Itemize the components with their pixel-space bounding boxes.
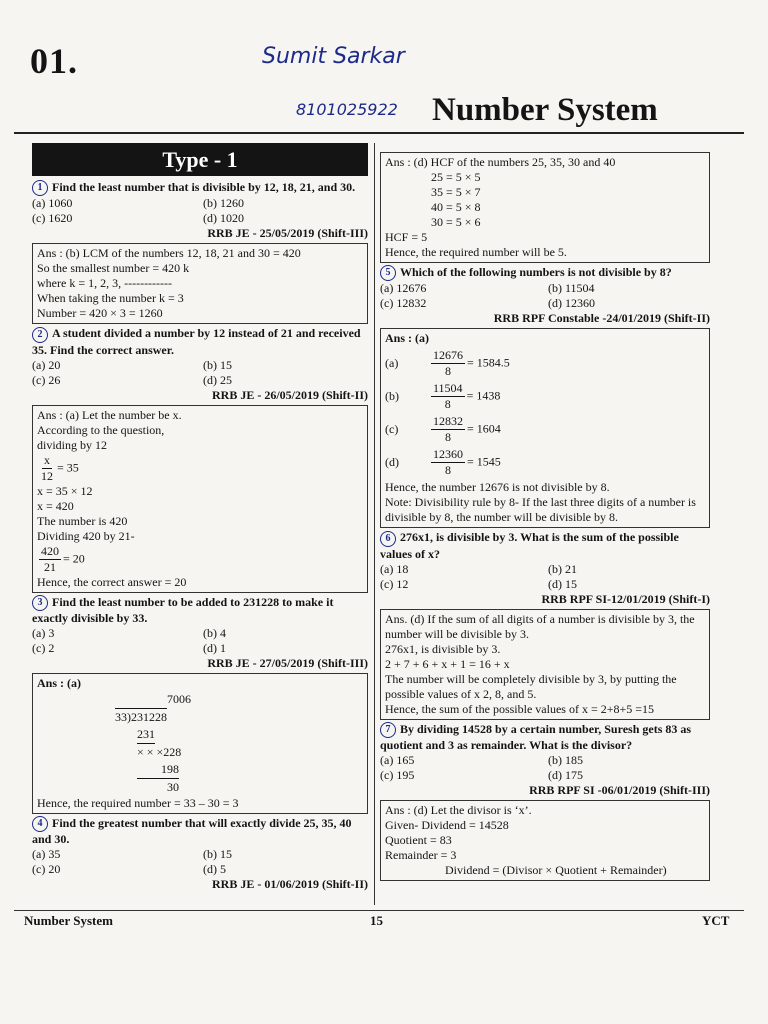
answer-line: where k = 1, 2, 3, ------------ (37, 276, 173, 291)
answer-line: Hence, the required number will be 5. (385, 245, 567, 259)
chapter-title: Number System (432, 92, 658, 128)
answer-line: 2 + 7 + 6 + x + 1 = 16 + x (385, 656, 510, 671)
page-number: 15 (370, 913, 383, 928)
answer-line: 276x1, is divisible by 3. (385, 641, 501, 656)
question-source: RRB RPF Constable -24/01/2019 (Shift-II) (493, 311, 710, 326)
handwritten-number: 8101025922 (296, 100, 398, 119)
numerator: x (44, 452, 50, 467)
fraction-result: = 1604 (467, 421, 501, 436)
fraction (431, 381, 465, 412)
answer-label: Ans : (a) (37, 675, 81, 690)
answer-line: Quotient = 83 (385, 832, 452, 847)
question-5 (380, 265, 710, 326)
denominator: 8 (445, 463, 451, 478)
division-step: 198 (137, 761, 179, 779)
answer-line: Remainder = 3 (385, 847, 457, 862)
question-text: 276x1, is divisible by 3. What is the sum of the possible values of x? (380, 530, 679, 561)
question-text: By dividing 14528 by a certain number, Suresh gets 83 as quotient and 3 as remainder. What is the divisor? (380, 721, 692, 752)
option: (b) 1260 (203, 196, 244, 211)
division-row (385, 381, 705, 412)
option: (a) 12676 (380, 281, 427, 296)
option: (a) 35 (32, 847, 61, 861)
denominator: 12 (41, 468, 53, 483)
numerator: 420 (41, 543, 59, 558)
header-rule (14, 132, 744, 134)
division-step: 231 (137, 726, 155, 744)
denominator: 8 (444, 397, 451, 412)
fraction-line (37, 544, 363, 575)
question-4 (32, 816, 368, 892)
factor-line: 35 = 5 × 7 (431, 185, 481, 199)
answer-line: When taking the number k = 3 (37, 291, 184, 306)
question-text: Find the least number that is divisible by 12, 18, 21, and 30. (52, 180, 356, 194)
fraction-result: = 1545 (467, 454, 501, 469)
answer-6 (380, 609, 710, 720)
option: (b) 21 (548, 561, 577, 576)
right-column (380, 150, 710, 883)
question-number-marker: 7 (380, 722, 396, 738)
answer-line: Hence, the required number = 33 – 30 = 3 (37, 795, 239, 810)
left-column (32, 180, 368, 892)
answer-line: Ans. (d) If the sum of all digits of a number is divisible by 3, the number will be divisible by 3. (385, 611, 695, 641)
answer-line: Dividend = (Divisor × Quotient + Remainder) (445, 862, 667, 877)
fraction (431, 414, 465, 445)
quotient: 7006 (167, 691, 191, 706)
option: (d) 25 (203, 372, 232, 387)
answer-line: Ans : (d) Let the divisor is ‘x’. (385, 802, 532, 817)
question-source: RRB JE - 27/05/2019 (Shift-III) (207, 655, 368, 670)
option: (a) 165 (380, 752, 415, 767)
footer-section-name: Number System (24, 913, 113, 928)
question-source: RRB RPF SI-12/01/2019 (Shift-I) (541, 591, 710, 606)
fraction-result: = 1438 (466, 388, 501, 403)
numerator: 12676 (433, 348, 463, 363)
option: (b) 11504 (548, 281, 595, 296)
answer-5 (380, 328, 710, 528)
option: (b) 15 (203, 357, 232, 372)
option: (a) 1060 (32, 196, 73, 211)
numerator: 11504 (433, 381, 463, 396)
option: (b) 4 (203, 625, 226, 640)
denominator: 8 (445, 364, 451, 379)
answer-2 (32, 405, 368, 593)
option: (a) 18 (380, 561, 409, 576)
option: (d) 12360 (548, 296, 595, 311)
handwritten-signature: Sumit Sarkar (262, 44, 405, 69)
question-2 (32, 326, 368, 402)
fraction-result: = 35 (57, 459, 79, 474)
type-banner: Type - 1 (32, 143, 368, 176)
answer-1 (32, 243, 368, 324)
fraction (39, 544, 61, 575)
option: (c) 195 (380, 767, 415, 782)
division-step: × × ×228 (137, 744, 182, 759)
division-remainder: 30 (167, 779, 179, 794)
column-divider (374, 143, 375, 905)
question-3 (32, 595, 368, 671)
question-source: RRB JE - 01/06/2019 (Shift-II) (211, 877, 368, 891)
question-number-marker: 4 (32, 816, 48, 832)
answer-line: Number = 420 × 3 = 1260 (37, 306, 163, 321)
option: (a) 20 (32, 357, 61, 372)
division-line: 33)231228 (115, 709, 167, 724)
option: (c) 2 (32, 640, 55, 655)
footer-rule (14, 910, 744, 911)
option: (c) 12 (380, 576, 409, 591)
answer-line: x = 35 × 12 (37, 483, 93, 498)
question-text: Which of the following numbers is not divisible by 8? (400, 265, 672, 279)
option: (c) 1620 (32, 211, 73, 226)
question-number-marker: 5 (380, 265, 396, 281)
question-1 (32, 180, 368, 241)
question-text: Find the least number to be added to 231228 to make it exactly divisible by 33. (32, 594, 334, 625)
answer-line: Ans : (d) HCF of the numbers 25, 35, 30 and 40 (385, 155, 616, 169)
row-option: (c) (385, 421, 399, 436)
fraction-line (37, 453, 363, 484)
question-source: RRB JE - 25/05/2019 (Shift-III) (207, 226, 368, 241)
answer-line: x = 420 (37, 498, 74, 513)
question-text: A student divided a number by 12 instead of 21 and received 35. Find the correct answer. (32, 326, 361, 357)
question-number-marker: 6 (380, 531, 396, 547)
answer-7 (380, 800, 710, 881)
answer-line: Dividing 420 by 21- (37, 528, 135, 543)
option: (d) 15 (548, 576, 577, 591)
answer-4 (380, 152, 710, 263)
division-row (385, 447, 705, 478)
option: (d) 5 (203, 862, 226, 876)
numerator: 12360 (433, 447, 463, 462)
answer-line: Ans : (a) Let the number be x. (37, 407, 182, 422)
fraction (39, 453, 55, 484)
option: (c) 12832 (380, 296, 427, 311)
factor-list (385, 170, 705, 230)
option: (d) 1 (203, 640, 226, 655)
option: (d) 175 (548, 767, 583, 782)
numerator: 12832 (433, 414, 463, 429)
fraction-result: = 1584.5 (467, 355, 510, 370)
answer-note: Note: Divisibility rule by 8- If the last three digits of a number is divisible by 8, the number will be divisible by 8. (385, 495, 696, 525)
answer-line: Given- Dividend = 14528 (385, 817, 509, 832)
row-option: (b) (385, 388, 399, 403)
answer-line: Hence, the sum of the possible values of x = 2+8+5 =15 (385, 701, 655, 716)
question-source: RRB RPF SI -06/01/2019 (Shift-III) (529, 782, 710, 797)
answer-line: Hence, the correct answer = 20 (37, 574, 187, 589)
row-option: (a) (385, 355, 399, 370)
division-row (385, 348, 705, 379)
answer-line: The number will be completely divisible by 3, by putting the possible values of x 2, 8, and 5. (385, 671, 677, 701)
chapter-number: 01. (30, 41, 78, 81)
factor-line: 25 = 5 × 5 (431, 170, 481, 184)
answer-line: HCF = 5 (385, 230, 428, 244)
answer-line: dividing by 12 (37, 437, 108, 452)
answer-line: The number is 420 (37, 513, 128, 528)
option: (a) 3 (32, 625, 55, 640)
option: (c) 20 (32, 862, 61, 876)
denominator: 8 (445, 430, 451, 445)
fraction-result: = 20 (63, 550, 85, 565)
answer-line: Hence, the number 12676 is not divisible by 8. (385, 480, 610, 495)
question-number-marker: 2 (32, 327, 48, 343)
fraction (431, 348, 465, 379)
answer-line: Ans : (b) LCM of the numbers 12, 18, 21 and 30 = 420 (37, 246, 301, 261)
publisher-name: YCT (702, 913, 730, 928)
question-number-marker: 3 (32, 595, 48, 611)
answer-3 (32, 673, 368, 814)
option: (d) 1020 (203, 211, 244, 226)
question-source: RRB JE - 26/05/2019 (Shift-II) (211, 387, 368, 402)
fraction (431, 447, 465, 478)
question-text: Find the greatest number that will exactly divide 25, 35, 40 and 30. (32, 815, 352, 846)
question-number-marker: 1 (32, 180, 48, 196)
option: (b) 15 (203, 847, 232, 861)
division-row (385, 414, 705, 445)
question-6 (380, 530, 710, 606)
factor-line: 40 = 5 × 8 (431, 200, 481, 214)
long-division (37, 691, 363, 796)
factor-line: 30 = 5 × 6 (431, 215, 481, 229)
answer-line: According to the question, (37, 422, 165, 437)
answer-label: Ans : (a) (385, 331, 429, 346)
option: (c) 26 (32, 372, 61, 387)
answer-line: So the smallest number = 420 k (37, 261, 190, 276)
denominator: 21 (44, 559, 56, 574)
question-7 (380, 722, 710, 798)
row-option: (d) (385, 454, 399, 469)
option: (b) 185 (548, 752, 583, 767)
